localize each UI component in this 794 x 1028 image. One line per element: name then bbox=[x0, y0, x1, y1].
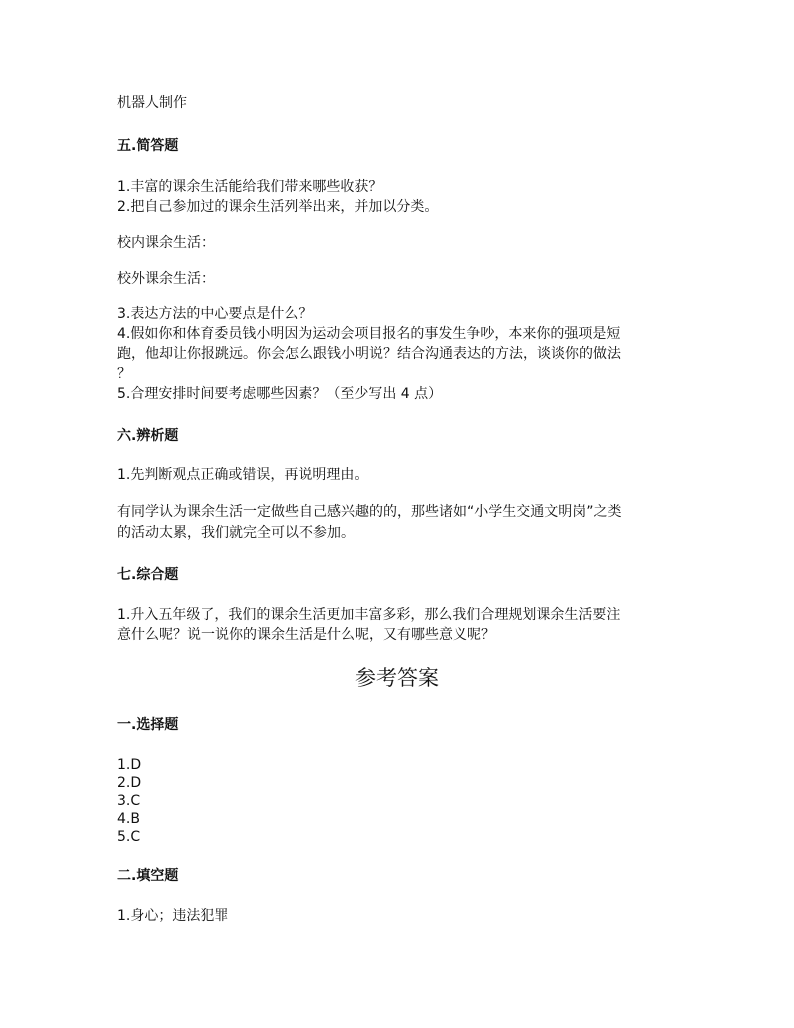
answer-item: 4.B bbox=[117, 811, 140, 827]
answers-section2-item1: 1.身心；违法犯罪 bbox=[117, 908, 229, 924]
answer-item: 5.C bbox=[117, 829, 141, 845]
school-in-label: 校内课余生活： bbox=[117, 235, 215, 251]
answers-section2-heading: 二.填空题 bbox=[117, 868, 179, 884]
school-out-label: 校外课余生活： bbox=[117, 271, 215, 287]
answers-section1-heading: 一.选择题 bbox=[117, 717, 179, 733]
section7-q1-line2: 意什么呢？说一说你的课余生活是什么呢，又有哪些意义呢？ bbox=[117, 627, 495, 643]
section5-q4-line2: 跑，他却让你报跳远。你会怎么跟钱小明说？结合沟通表达的方法，谈谈你的做法 bbox=[117, 346, 621, 362]
section7-heading: 七.综合题 bbox=[117, 567, 179, 583]
section7-q1-line1: 1.升入五年级了，我们的课余生活更加丰富多彩，那么我们合理规划课余生活要注 bbox=[117, 607, 621, 623]
section5-q2: 2.把自己参加过的课余生活列举出来，并加以分类。 bbox=[117, 199, 439, 215]
section5-q3: 3.表达方法的中心要点是什么？ bbox=[117, 306, 313, 322]
section5-heading: 五.简答题 bbox=[117, 138, 179, 154]
answer-item: 1.D bbox=[117, 757, 142, 773]
answers-title: 参考答案 bbox=[355, 666, 439, 690]
answer-item: 3.C bbox=[117, 793, 141, 809]
answer-item: 2.D bbox=[117, 775, 142, 791]
section6-q1: 1.先判断观点正确或错误，再说明理由。 bbox=[117, 467, 369, 483]
section6-para-line2: 的活动太累，我们就完全可以不参加。 bbox=[117, 525, 355, 541]
section6-para-line1: 有同学认为课余生活一定做些自己感兴趣的的，那些诸如“小学生交通文明岗”之类 bbox=[117, 504, 622, 520]
top-text: 机器人制作 bbox=[117, 95, 187, 111]
section5-q4-line3: ？ bbox=[117, 366, 131, 382]
section5-q1: 1.丰富的课余生活能给我们带来哪些收获？ bbox=[117, 179, 383, 195]
section5-q5: 5.合理安排时间要考虑哪些因素？（至少写出 4 点） bbox=[117, 386, 443, 402]
section6-heading: 六.辨析题 bbox=[117, 428, 179, 444]
section5-q4-line1: 4.假如你和体育委员钱小明因为运动会项目报名的事发生争吵，本来你的强项是短 bbox=[117, 326, 621, 342]
